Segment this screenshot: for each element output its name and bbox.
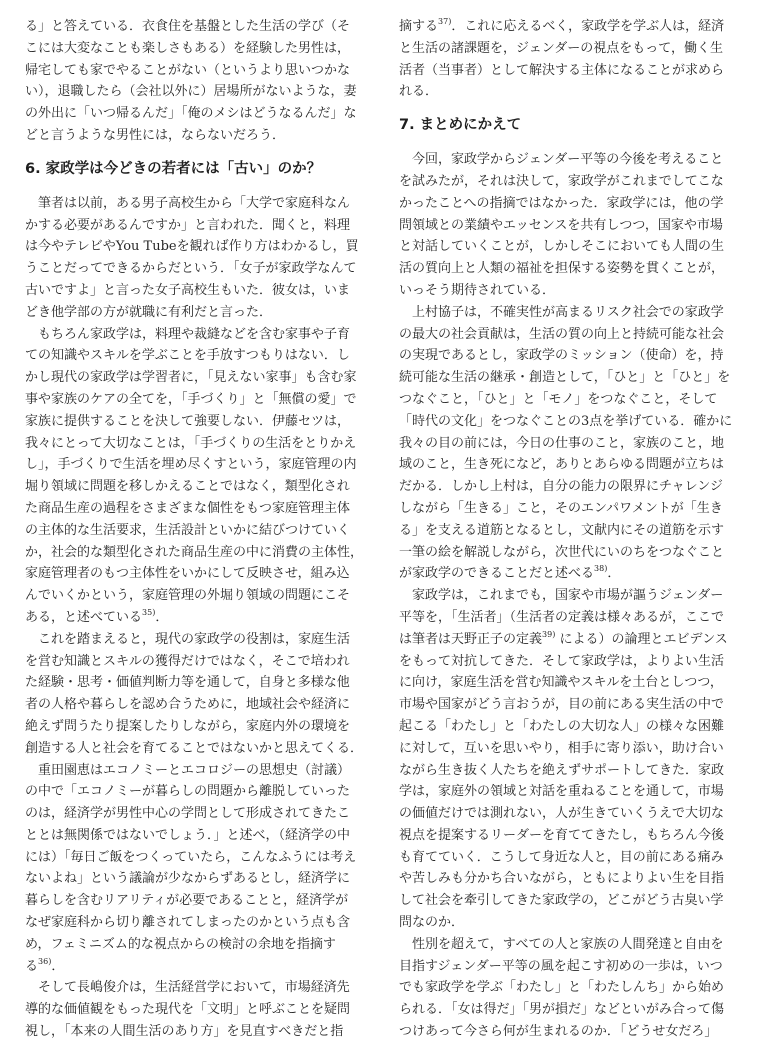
- text-line: んでいくかという，家庭管理の外堀り領域の問題にこそ: [25, 588, 351, 604]
- text-line: る」を支える道筋となるとし，文献内にその道筋を示す: [399, 522, 725, 538]
- paragraph: [25, 193, 373, 324]
- text-line: 視し，「本来の人間生活のあり方」を見直すべきだと指: [25, 1024, 344, 1040]
- left-column: [25, 16, 373, 1043]
- footnote-reference: 39): [542, 629, 556, 639]
- text-line: かする必要があるんですか」と言われた．聞くと，料理: [25, 217, 351, 233]
- text-line: 問なのか．: [399, 915, 465, 931]
- text-line: いっそう期待されている．: [399, 282, 556, 298]
- text-line: 性別を超えて，すべての人と家族の人間発達と自由を: [412, 936, 724, 952]
- footnote-reference: 38): [594, 564, 608, 574]
- text-line: を営む知識とスキルの獲得だけではなく，そこで培われ: [25, 653, 350, 669]
- text-line: [399, 16, 747, 38]
- text-line: かったことへの指摘ではなかった．家政学には，他の学: [399, 195, 724, 211]
- text-line: も育てていく．こうして身近な人と，目の前にある痛み: [399, 849, 724, 865]
- text-line: して社会を牽引してきた家政学の，どこがどう古臭い学: [399, 893, 724, 909]
- text-line: 今回，家政学からジェンダー平等の今後を考えること: [412, 152, 724, 168]
- line-text: ．: [51, 958, 65, 974]
- text-line: 創造する人と社会を育てることではないかと思えてくる．: [25, 740, 364, 756]
- paragraph: [25, 977, 373, 1042]
- paragraph: [25, 629, 373, 760]
- text-line: 家庭管理者のもつ主体性をいかにして反映させ，組み込: [25, 566, 350, 582]
- text-line: 我々にとって大切なことは，「手づくりの生活をとりかえ: [25, 435, 357, 451]
- footnote-reference: 35): [142, 607, 156, 617]
- text-line: どき他学部の方が就職に有利だと言った．: [25, 304, 273, 320]
- text-line: [25, 607, 373, 629]
- text-line: の最大の社会貢献は，生活の質の向上と持続可能な社会: [399, 326, 725, 342]
- text-line: 絶えず問うたり提案したりしながら，家庭内外の環境を: [25, 718, 351, 734]
- text-line: め，フェミニズム的な視点からの検討の余地を指摘す: [25, 936, 336, 952]
- text-line: る」と答えている．衣食住を基盤とした生活の学び（そ: [25, 19, 351, 34]
- text-line: だかる．しかし上村は，自分の能力の限界にチャレンジ: [399, 479, 723, 495]
- paragraph: [399, 16, 747, 103]
- text-line: い），退職したら（会社以外に）居場所がないような，妻: [25, 84, 357, 100]
- text-line: 暮らしを含むリアリティが必要であることと，経済学が: [25, 893, 349, 909]
- text-line: 目指すジェンダー平等の風を起こす初めの一歩は，いつ: [399, 958, 723, 974]
- text-line: どと言うような男性には，ならないだろう．: [25, 127, 286, 143]
- text-line: 活者（当事者）として解決する主体になることが求めら: [399, 62, 725, 78]
- text-line: しながら「生きる」こと，そのエンパワメントが「生き: [399, 500, 723, 516]
- text-line: 古いですよ」と言った女子高校生もいた．彼女は，いま: [25, 282, 351, 298]
- text-line: た経験・思考・価値判断力等を通して，自身と多様な他: [25, 675, 350, 691]
- text-line: これを踏まえると，現代の家政学の役割は，家庭生活: [38, 631, 351, 647]
- text-line: か，社会的な類型化された商品生産の中に消費の主体性，: [25, 544, 364, 560]
- text-line: には）「毎日ご飯をつくっていたら，こんなふうには考え: [25, 849, 357, 865]
- footnote-reference: 36): [38, 956, 52, 966]
- text-line: に向け，家庭生活を営む知識やスキルを土台としつつ，: [399, 675, 723, 691]
- text-line: うことだってできるからだという．「女子が家政学なんて: [25, 261, 357, 277]
- text-line: 視点を提案するリーダーを育ててきたし，もちろん今後: [399, 827, 725, 843]
- right-column: [399, 16, 747, 1043]
- text-line: つけあって今さら何が生まれるのか．「どうせ女だろ」: [399, 1024, 718, 1040]
- line-text: る: [25, 958, 39, 974]
- line-text: ．: [607, 566, 621, 582]
- line-text: ある，と述べている: [25, 609, 143, 625]
- text-line: こには大変なことも楽しさもある）を経験した男性は，: [25, 40, 351, 56]
- text-line: の外出に「いつ帰るんだ」「俺のメシはどうなるんだ」な: [25, 106, 357, 122]
- text-line: 上村協子は，不確実性が高まるリスク社会での家政学: [412, 304, 724, 320]
- text-line: 導的な価値観をもった現代を「文明」と呼ぶことを疑問: [25, 1002, 351, 1018]
- text-line: でも家政学を学ぶ「わたし」と「わたしんち」から始め: [399, 980, 725, 996]
- text-line: 市場や国家がどう言おうが，目の前にある実生活の中で: [399, 697, 725, 713]
- paragraph: [25, 16, 373, 147]
- text-line: [25, 956, 373, 978]
- text-line: ての知識やスキルを学ぶことを手放すつもりはない．し: [25, 348, 350, 364]
- text-line: の主体的な生活要求，生活設計といかに結びつけていく: [25, 522, 351, 538]
- text-line: の実現であるとし，家政学のミッション（使命）を，持: [399, 348, 724, 364]
- text-line: た商品生産の過程をさまざまな個性をもつ家庭管理主体: [25, 500, 351, 516]
- text-line: 帰宅しても家でやることがない（というより思いつかな: [25, 62, 351, 78]
- text-line: 我々の目の前には，今日の仕事のこと，家族のこと，地: [399, 435, 725, 451]
- section-heading: 7. まとめにかえて: [399, 117, 522, 134]
- text-line: 学は，家庭外の領域と対話を重ねることを通して，市場: [399, 784, 724, 800]
- text-line: し」，手づくりで生活を埋め尽くすという，家庭管理の内: [25, 457, 357, 473]
- text-line: 活の質向上と人類の福祉を担保する姿勢を貫くことが，: [399, 261, 725, 277]
- text-line: に対して，互いを思いやり，相手に寄り添い，助け合い: [399, 740, 724, 756]
- text-line: を試みたが，それは決して，家政学がこれまでしてこな: [399, 173, 724, 189]
- text-line: や苦しみも分かち合いながら，ともによりよい生を目指: [399, 871, 725, 887]
- text-line: と生活の諸課題を，ジェンダーの視点をもって，働く生: [399, 40, 723, 56]
- text-line: 者の人格や暮らしを認め合うために，地域社会や経済に: [25, 697, 351, 713]
- text-line: かし現代の家政学は学習者に，「見えない家事」も含む家: [25, 370, 357, 386]
- text-line: ととは無関係ではないでしょう．」と述べ，（経済学の中: [25, 827, 351, 843]
- text-line: をもって対抗してきた．そして家政学は，よりよい生活: [399, 653, 725, 669]
- text-line: そして長嶋俊介は，生活経営学において，市場経済先: [38, 980, 350, 996]
- text-line: つなぐこと，「ひと」と「モノ」をつなぐこと，そして: [399, 391, 718, 407]
- text-line: と対話していくことが，しかしそこにおいても人間の生: [399, 239, 725, 255]
- text-line: 域のこと，生き死になど，ありとあらゆる問題が立ちは: [399, 457, 725, 473]
- paragraph: [399, 934, 747, 1043]
- text-line: のは，経済学が男性中心の学問として形成されてきたこ: [25, 806, 351, 822]
- line-text: ．: [155, 609, 169, 625]
- text-line: ないよね」という議論が少なからずあるとし，経済学に: [25, 871, 351, 887]
- text-line: 「時代の文化」をつなぐことの3点を挙げている．確かに: [399, 413, 733, 429]
- paragraph: [399, 585, 747, 934]
- paragraph: [25, 760, 373, 978]
- line-text: は筆者は天野正子の定義: [399, 631, 543, 647]
- text-line: なぜ家庭科から切り離されてしまったのかという点も含: [25, 915, 351, 931]
- text-line: ながら生き抜く人たちを絶えずサポートしてきた．家政: [399, 762, 725, 778]
- text-line: 家族に提供することを決して強要しない．伊藤セツは，: [25, 413, 351, 429]
- text-line: られる．「女は得だ」「男が損だ」などといがみ合って傷: [399, 1002, 725, 1018]
- line-text: が家政学のできることだと述べる: [399, 566, 595, 582]
- text-line: の中で「エコノミーが暮らしの問題から離脱していった: [25, 784, 351, 800]
- text-line: の価値だけでは測れない，人が生きていくうえで大切な: [399, 806, 725, 822]
- text-line: 家政学は，これまでも，国家や市場が謳うジェンダー: [412, 588, 724, 604]
- text-line: れる．: [399, 84, 439, 100]
- text-line: [399, 563, 747, 585]
- text-line: 起こる「わたし」と「わたしの大切な人」の様々な困難: [399, 718, 725, 734]
- line-text: による）の論理とエビデンス: [555, 631, 728, 647]
- text-line: 堀り領域に問題を移しかえることではなく，類型化され: [25, 479, 350, 495]
- text-line: 続可能な生活の継承・創造として，「ひと」と「ひと」を: [399, 370, 731, 386]
- footnote-reference: 37): [438, 17, 452, 26]
- text-line: 事や家族のケアの全てを，「手づくり」と「無償の愛」で: [25, 391, 357, 407]
- paragraph: [399, 302, 747, 585]
- text-line: は今やテレビやYou Tubeを観れば作り方はわかるし，買: [25, 239, 359, 255]
- text-line: 重田園恵はエコノミーとエコロジーの思想史（討議）: [38, 762, 351, 778]
- paragraph: [399, 149, 747, 302]
- text-line: [399, 629, 747, 651]
- text-line: 筆者は以前，ある男子高校生から「大学で家庭科なん: [38, 195, 351, 211]
- line-text: 摘する: [399, 19, 439, 34]
- section-heading: 6. 家政学は今どきの若者には「古い」のか？: [25, 160, 322, 177]
- line-text: ．これに応えるべく，家政学を学ぶ人は，経済: [451, 19, 725, 34]
- paragraph: [25, 324, 373, 629]
- text-line: 一筆の絵を解説しながら，次世代にいのちをつなぐこと: [399, 544, 725, 560]
- text-line: もちろん家政学は，料理や裁縫などを含む家事や子育: [38, 326, 351, 342]
- text-line: 問領域との業績やエッセンスを共有しつつ，国家や市場: [399, 217, 723, 233]
- text-line: 平等を，「生活者」（生活者の定義は様々あるが，ここで: [399, 609, 725, 625]
